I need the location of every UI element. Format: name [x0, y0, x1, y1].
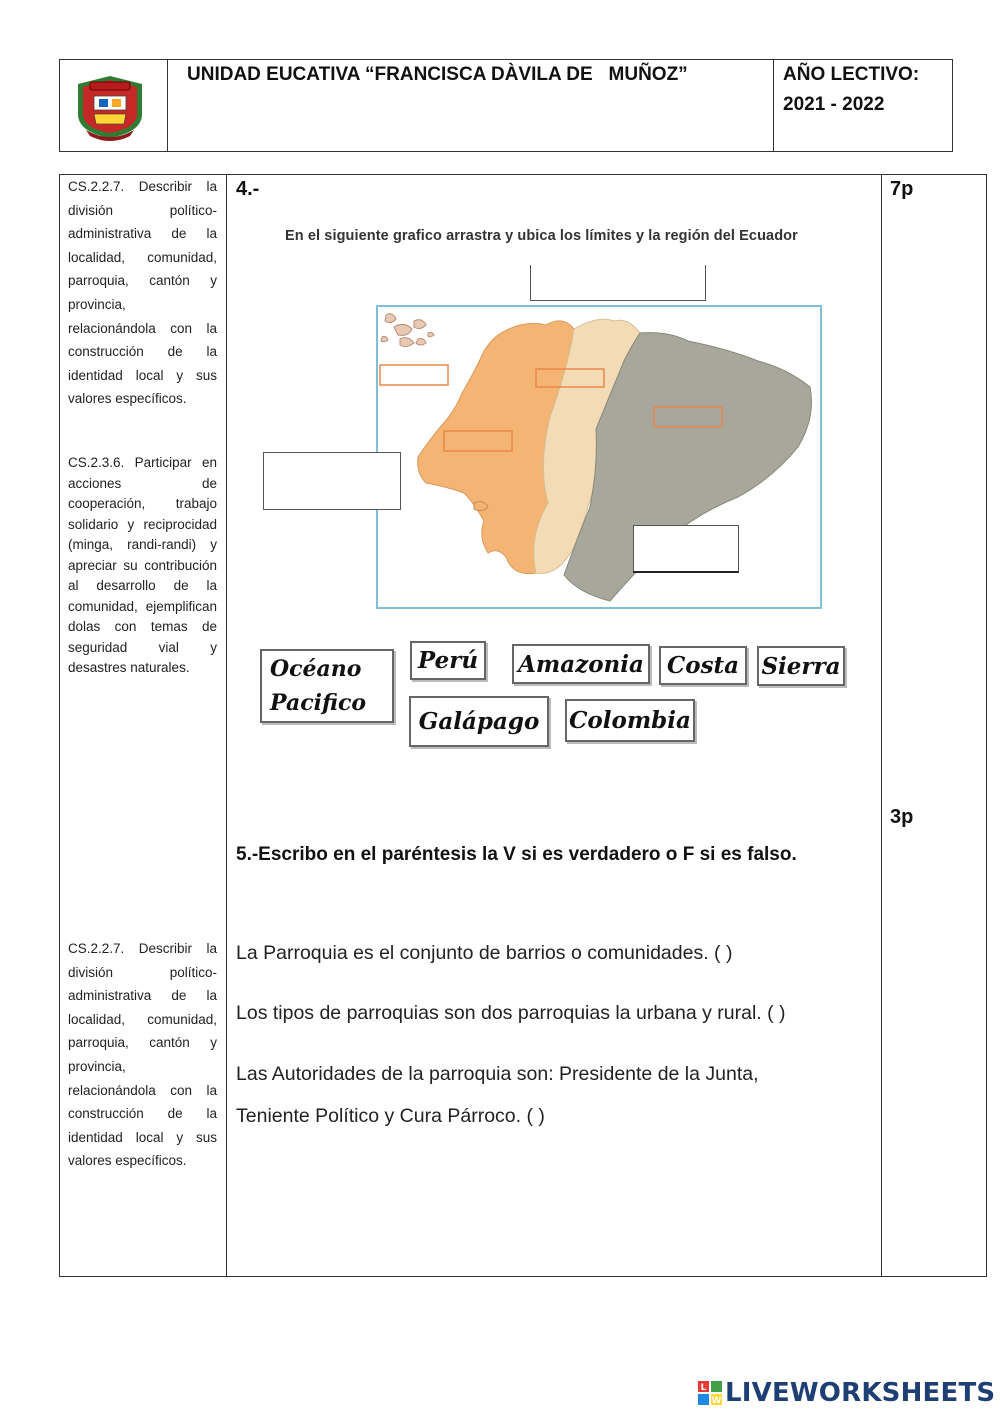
drop-target-south[interactable] — [633, 525, 739, 573]
statement-1: La Parroquia es el conjunto de barrios o comunidades. ( ) — [236, 942, 733, 964]
school-year-label: AÑO LECTIVO: — [783, 64, 920, 85]
liveworksheets-logo-icon — [697, 1380, 723, 1406]
word-card-colombia[interactable]: Colombia — [565, 699, 695, 742]
logo-cell — [60, 60, 168, 151]
statement-3-line-2: Teniente Político y Cura Párroco. ( ) — [236, 1105, 545, 1127]
liveworksheets-watermark — [697, 1377, 995, 1409]
statement-2: Los tipos de parroquias son dos parroquias la urbana y rural. ( ) — [236, 1002, 786, 1024]
word-card-sierra[interactable]: Sierra — [757, 646, 845, 686]
skills-column — [60, 175, 227, 1276]
title-cell — [168, 60, 774, 151]
school-year-value: 2021 - 2022 — [783, 94, 885, 115]
word-card-costa[interactable]: Costa — [659, 646, 747, 685]
word-card-galapago[interactable]: Galápago — [409, 696, 549, 747]
question-5-title: 5.-Escribo en el paréntesis la V si es verdadero o F si es falso. — [236, 844, 797, 865]
word-card-oceano-line2: Pacifico — [270, 690, 367, 716]
skill-cs-2-3-6: CS.2.3.6. Participar en acciones de cooperación, trabajo solidario y reciprocidad (minga, randi-randi) y apreciar su contribución al desarrollo de la comunidad, ejemplifican dolas con temas de seguridad vial y desastres naturales. — [68, 455, 217, 675]
question-4-points: 7p — [890, 178, 914, 200]
school-name: UNIDAD EUCATIVA “FRANCISCA DÀVILA DE MUÑOZ” — [187, 64, 688, 85]
skill-cs-2-2-7: CS.2.2.7. Describir la división político-administrativa de la localidad, comunidad, parroquia, cantón y provincia, relacionándola con la construcción de la identidad local y sus valores específicos. — [68, 179, 217, 407]
word-card-peru[interactable]: Perú — [410, 641, 486, 680]
ecuador-map — [376, 305, 822, 609]
drop-target-west[interactable] — [263, 452, 401, 510]
svg-text:W: W — [711, 1396, 722, 1406]
drop-target-north[interactable] — [530, 265, 706, 301]
word-card-oceano-pacifico[interactable] — [260, 649, 394, 723]
exercise-column — [227, 175, 882, 1276]
header-table — [59, 59, 953, 152]
liveworksheets-text: LIVEWORKSHEETS — [725, 1378, 996, 1408]
question-4-number: 4.- — [236, 178, 260, 200]
question-5-points: 3p — [890, 806, 914, 828]
word-card-oceano-line1: Océano — [270, 656, 362, 682]
points-column — [882, 175, 986, 1276]
word-card-amazonia[interactable]: Amazonia — [512, 644, 650, 684]
statement-3-line-1: Las Autoridades de la parroquia son: Presidente de la Junta, — [236, 1063, 759, 1085]
ecuador-regions-map — [378, 307, 820, 607]
question-4-instruction: En el siguiente grafico arrastra y ubica los límites y la región del Ecuador — [285, 228, 798, 244]
worksheet-table — [59, 174, 987, 1277]
svg-text:L: L — [700, 1383, 707, 1393]
school-year-cell — [774, 60, 952, 151]
skill-cs-2-2-7-repeat: CS.2.2.7. Describir la división político-administrativa de la localidad, comunidad, parroquia, cantón y provincia, relacionándola con la construcción de la identidad local y sus valores específicos. — [68, 941, 217, 1169]
school-crest-icon — [68, 70, 152, 142]
